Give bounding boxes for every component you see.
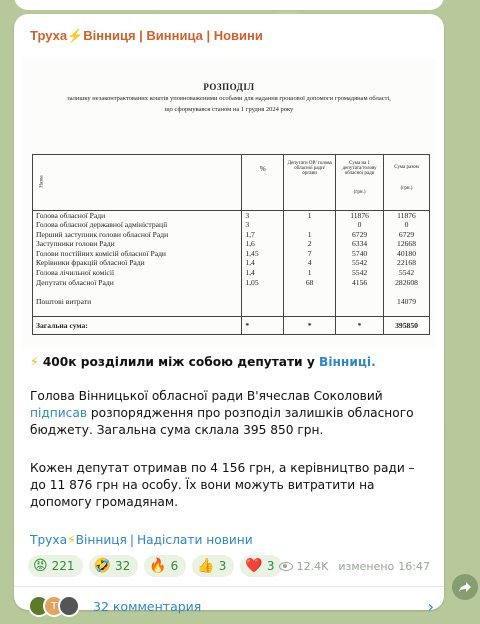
heart-icon: ❤️ <box>245 558 263 574</box>
table-row-postal: Поштові витрати 14079 <box>33 297 430 307</box>
share-arrow-icon <box>458 581 472 593</box>
channel-name-part1: Труха <box>30 28 68 43</box>
message-paragraph-1: Голова Вінницької обласної ради В'ячеслав Соколовий підписав розпорядження про розподіл залишків обласного бюджету. Загальна сума склала 395 850 грн. <box>30 389 414 437</box>
document-subtitle-date: що сформувався станом на 1 грудня 2024 року <box>164 106 294 113</box>
reaction-angry[interactable]: 😡 221 <box>28 555 83 577</box>
lightning-icon: ⚡ <box>67 28 84 43</box>
message-time: 16:47 <box>398 560 430 573</box>
chevron-right-icon: › <box>427 597 434 616</box>
document-title: РОЗПОДІЛ <box>203 82 255 92</box>
comments-button[interactable] <box>28 593 438 619</box>
eye-icon <box>279 562 293 571</box>
header-sum-per: Сума на 1 депутата/голову обласної ради (грн.) <box>336 155 384 211</box>
header-name: Назва <box>33 155 242 211</box>
headline-text: 400к розділили між собою депутати у <box>42 355 320 369</box>
forward-button[interactable] <box>452 574 478 600</box>
table-row: Депутати обласної Ради 1,05 68 4156 282608 <box>33 278 430 288</box>
table-row: Керівники фракцій обласної Ради 1,4 4 5542 22168 <box>33 258 430 268</box>
message-paragraph-2: Кожен депутат отримав по 4 156 грн, а керівництво ради – до 11 876 грн на особу. Їх вони можуть витратити на допомогу громадянам. <box>30 461 415 509</box>
reaction-heart[interactable]: ❤️ 3 <box>240 555 282 577</box>
rofl-face-icon: 🤣 <box>93 558 111 574</box>
table-row: Голова обласної державної адміністрації 3 0 0 <box>33 220 430 230</box>
document-image[interactable] <box>22 58 436 348</box>
reaction-rofl[interactable]: 🤣 32 <box>89 555 139 577</box>
table-header-row <box>33 155 430 211</box>
table-row: Голова обласної Ради 3 1 11876 11876 <box>33 211 430 221</box>
thumbs-up-icon: 👍 <box>197 558 215 574</box>
reactions-bar <box>28 555 282 577</box>
link-signed[interactable]: підписав <box>30 406 88 420</box>
reaction-thumbs-up[interactable]: 👍 3 <box>192 555 234 577</box>
fire-icon: 🔥 <box>149 558 167 574</box>
document-subtitle: залишку незаконтрактованих коштів уповноваженими особами для надання грошової допомоги громадянам області, <box>67 95 391 102</box>
header-percent: % <box>242 155 284 211</box>
channel-name-part2: Вінниця | Винница | Новини <box>83 28 263 43</box>
allocation-table <box>32 154 430 335</box>
table-row: Заступники голови Ради 1,6 2 6334 12668 <box>33 239 430 249</box>
message-bubble <box>14 14 444 616</box>
message-headline <box>30 354 432 371</box>
table-spacer-row <box>33 306 430 316</box>
avatar <box>58 595 80 617</box>
lightning-icon: ⚡ <box>30 355 39 369</box>
lightning-icon: ⚡ <box>67 533 76 547</box>
headline-link-vinnytsia[interactable]: Вінниці. <box>319 355 376 369</box>
comments-divider <box>14 586 444 587</box>
message-meta <box>279 560 430 573</box>
send-news-link[interactable]: Надіслати новини <box>136 533 253 547</box>
commenter-avatars <box>28 595 73 617</box>
footer-links <box>30 533 253 547</box>
channel-name[interactable] <box>30 28 263 44</box>
table-row-total: Загальна сума: * * * 395850 <box>33 316 430 334</box>
previous-message-bubble <box>14 0 444 10</box>
header-deputies: Депутати ОР/ голова обласної ради/органи <box>284 155 336 211</box>
avatar: Т <box>43 595 65 617</box>
edited-label: изменено <box>338 560 395 573</box>
channel-footer-link[interactable]: Труха⚡Вінниця <box>30 533 127 547</box>
table-row: Перший заступник голови обласної Ради 1,7 1 6729 6729 <box>33 230 430 240</box>
table-spacer-row <box>33 287 430 297</box>
table-row: Голови постійних комісій обласної Ради 1,45 7 5740 40180 <box>33 249 430 259</box>
comments-count-label: 32 комментария <box>93 598 202 614</box>
reaction-fire[interactable]: 🔥 6 <box>144 555 186 577</box>
table-row: Голова лічильної комісії 1,4 1 5542 5542 <box>33 268 430 278</box>
header-total: Сума разом (грн.) <box>384 155 430 211</box>
footer-separator: | <box>129 533 134 547</box>
view-count: 12.4K <box>296 560 329 573</box>
angry-face-icon: 😡 <box>33 558 48 574</box>
